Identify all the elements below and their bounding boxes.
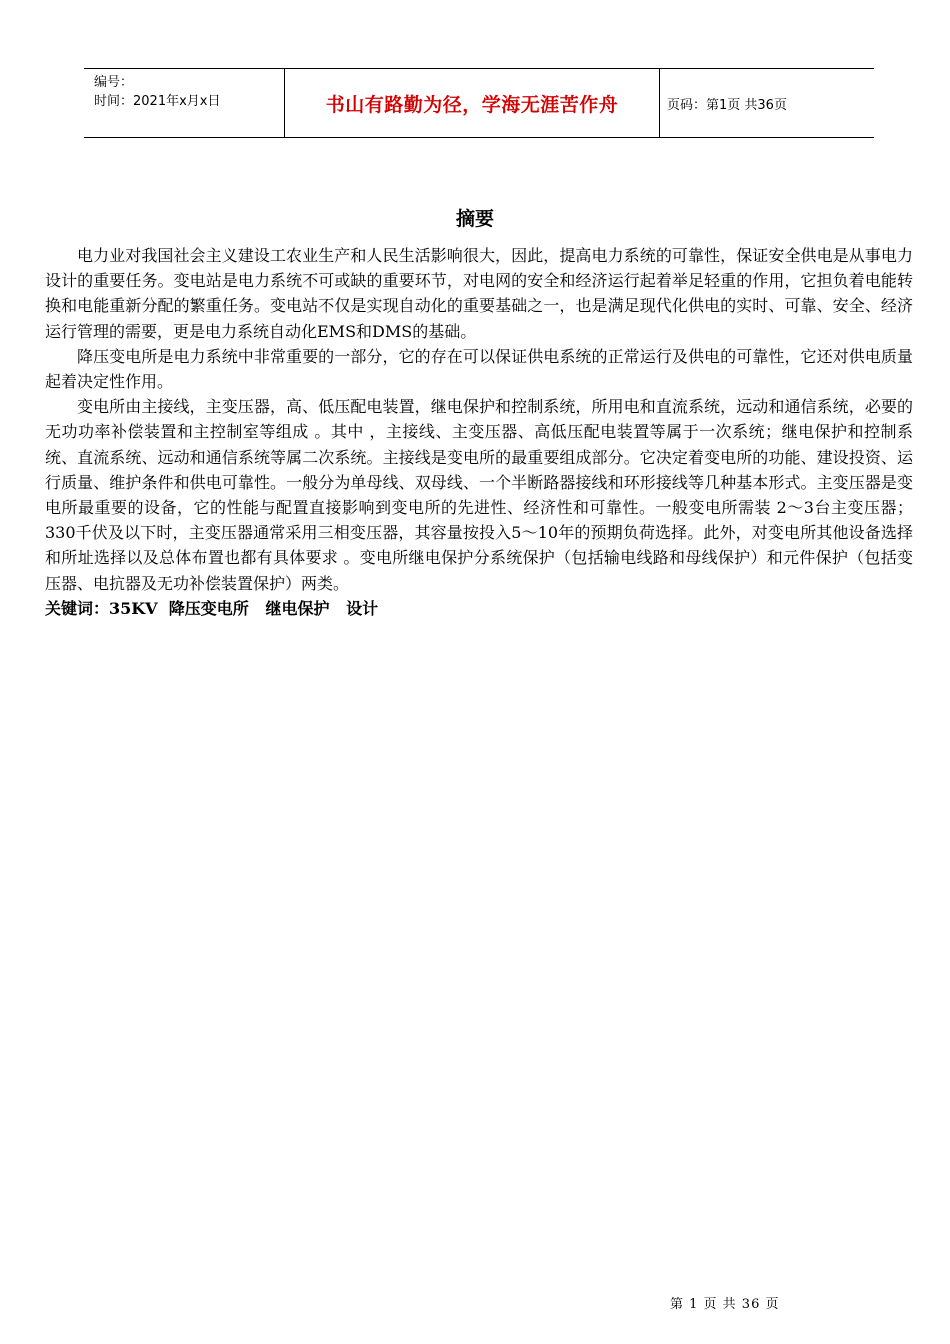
header-page-info: [659, 69, 874, 137]
page-footer: 第 1 页 共 36 页: [670, 1297, 780, 1312]
paragraph-3: 变电所由主接线，主变压器，高、低压配电装置，继电保护和控制系统，所用电和直流系统，远动和通信系统，必要的无功功率补偿装置和主控制室等组成 。其中 ，主接线、主变压器、高低压配电装置等属于一次系统；继电保护和控制系统、直流系统、远动和通信系统等属二次系统。主接线是变电所的最重要组成部分。它决定着变电所的功能、建设投资、运行质量、维护条件和供电可靠性。一般分为单母线、双母线、一个半断路器接线和环形接线等几种基本形式。主变压器是变电所最重要的设备，它的性能与配置直接影响到变电所的先进性、经济性和可靠性。一般变电所需装 2～3台主变压器；330千伏及以下时，主变压器通常采用三相变压器，其容量按投入5～10年的预期负荷选择。此外，对变电所其他设备选择和所址选择以及总体布置也都有具体要求 。变电所继电保护分系统保护（包括输电线路和母线保护）和元件保护（包括变压器、电抗器及无功补偿装置保护）两类。: [45, 397, 913, 593]
header-slogan: 书山有路勤为径，学海无涯苦作舟: [325, 93, 619, 116]
page-title: 摘要: [455, 208, 494, 230]
keywords-text: 关键词：35KV 降压变电所 继电保护 设计: [45, 598, 379, 618]
keywords-line: [45, 596, 913, 621]
document-header: [84, 68, 874, 138]
paragraph-1: 电力业对我国社会主义建设工农业生产和人民生活影响很大，因此，提高电力系统的可靠性，保证安全供电是从事电力设计的重要任务。变电站是电力系统不可或缺的重要环节，对电网的安全和经济运行起着举足轻重的作用，它担负着电能转换和电能重新分配的繁重任务。变电站不仅是实现自动化的重要基础之一，也是满足现代化供电的实时、可靠、安全、经济运行管理的需要，更是电力系统自动化EMS和DMS的基础。: [45, 246, 913, 341]
page-info-text: 页码：第1页 共36页: [667, 97, 787, 113]
number-label: 编号：: [94, 75, 134, 90]
date-label: 时间：2021年x月x日: [94, 94, 221, 109]
header-meta: [84, 69, 284, 137]
paragraph-2: 降压变电所是电力系统中非常重要的一部分，它的存在可以保证供电系统的正常运行及供电的可靠性，它还对供电质量起着决定性作用。: [45, 346, 913, 392]
header-slogan-cell: [284, 69, 660, 137]
document-body: [45, 243, 913, 621]
